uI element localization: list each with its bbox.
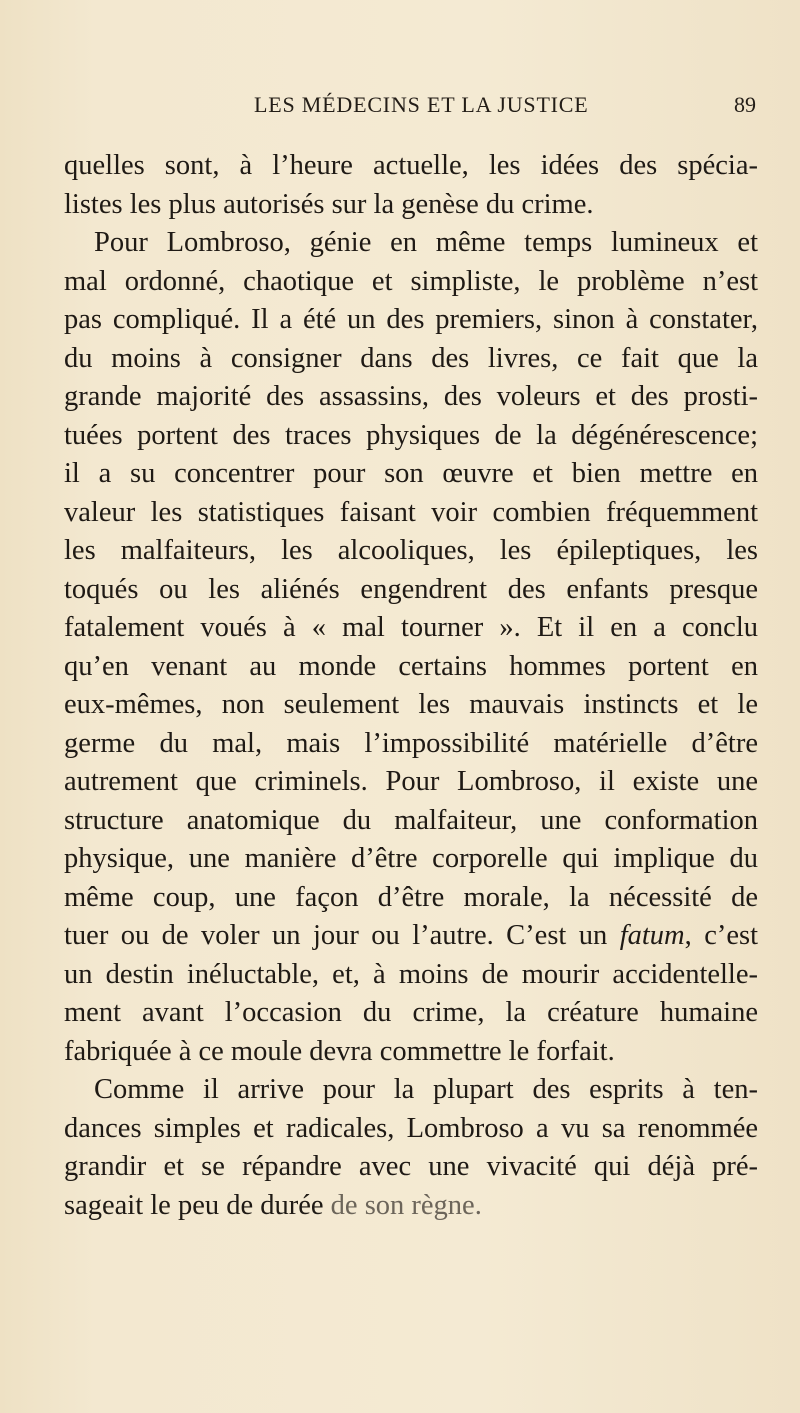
text-line: même coup, une façon d’être morale, la nécessité de (64, 881, 758, 913)
text-line: dances simples et radicales, Lombroso a vu sa renommée (64, 1112, 758, 1144)
text-line: tuer ou de voler un jour ou l’autre. C’est un fatum, c’est (64, 920, 758, 951)
running-title: LES MÉDECINS ET LA JUSTICE (254, 92, 589, 117)
text-line: listes les plus autorisés sur la genèse du crime. (64, 188, 594, 220)
text-line: mal ordonné, chaotique et simpliste, le problème n’est (64, 265, 758, 297)
text-line: toqués ou les aliénés engendrent des enfants presque (64, 573, 758, 605)
text-line: physique, une manière d’être corporelle qui implique du (64, 843, 758, 874)
text-line: sageait le peu de durée de son règne. (64, 1189, 482, 1221)
text-line: les malfaiteurs, les alcooliques, les épileptiques, les (64, 535, 758, 566)
text-line: qu’en venant au monde certains hommes portent en (64, 650, 758, 682)
text-line: autrement que criminels. Pour Lombroso, il existe une (64, 766, 758, 797)
page-header (204, 92, 756, 122)
text-line: valeur les statistiques faisant voir combien fréquemment (64, 496, 758, 528)
text-line: grandir et se répandre avec une vivacité qui déjà pré- (64, 1151, 758, 1182)
text-line: fabriquée à ce moule devra commettre le forfait. (64, 1035, 615, 1067)
text-line: il a su concentrer pour son œuvre et bien mettre en (64, 458, 758, 489)
text-line: un destin inéluctable, et, à moins de mourir accidentelle- (64, 958, 758, 990)
text-line: eux-mêmes, non seulement les mauvais instincts et le (64, 689, 758, 720)
text-line: germe du mal, mais l’impossibilité matérielle d’être (64, 727, 758, 759)
italic-word: fatum (619, 920, 685, 951)
text-line: tuées portent des traces physiques de la dégénérescence; (64, 419, 758, 451)
text-line: quelles sont, à l’heure actuelle, les idées des spécia- (64, 150, 758, 181)
text-line: pas compliqué. Il a été un des premiers, sinon à constater, (64, 304, 758, 335)
text-line: grande majorité des assassins, des voleurs et des prosti- (64, 381, 758, 412)
paragraph-start-line: Comme il arrive pour la plupart des esprits à ten- (94, 1074, 758, 1105)
text-line: fatalement voués à « mal tourner ». Et il en a conclu (64, 612, 758, 643)
page-number: 89 (734, 92, 756, 117)
paragraph-start-line: Pour Lombroso, génie en même temps lumineux et (94, 227, 758, 258)
text-line: ment avant l’occasion du crime, la créature humaine (64, 997, 758, 1028)
text-line: du moins à consigner dans des livres, ce fait que la (64, 342, 758, 374)
faded-text: de son règne. (330, 1189, 482, 1221)
text-line: structure anatomique du malfaiteur, une conformation (64, 804, 758, 836)
body-text (64, 147, 758, 1225)
